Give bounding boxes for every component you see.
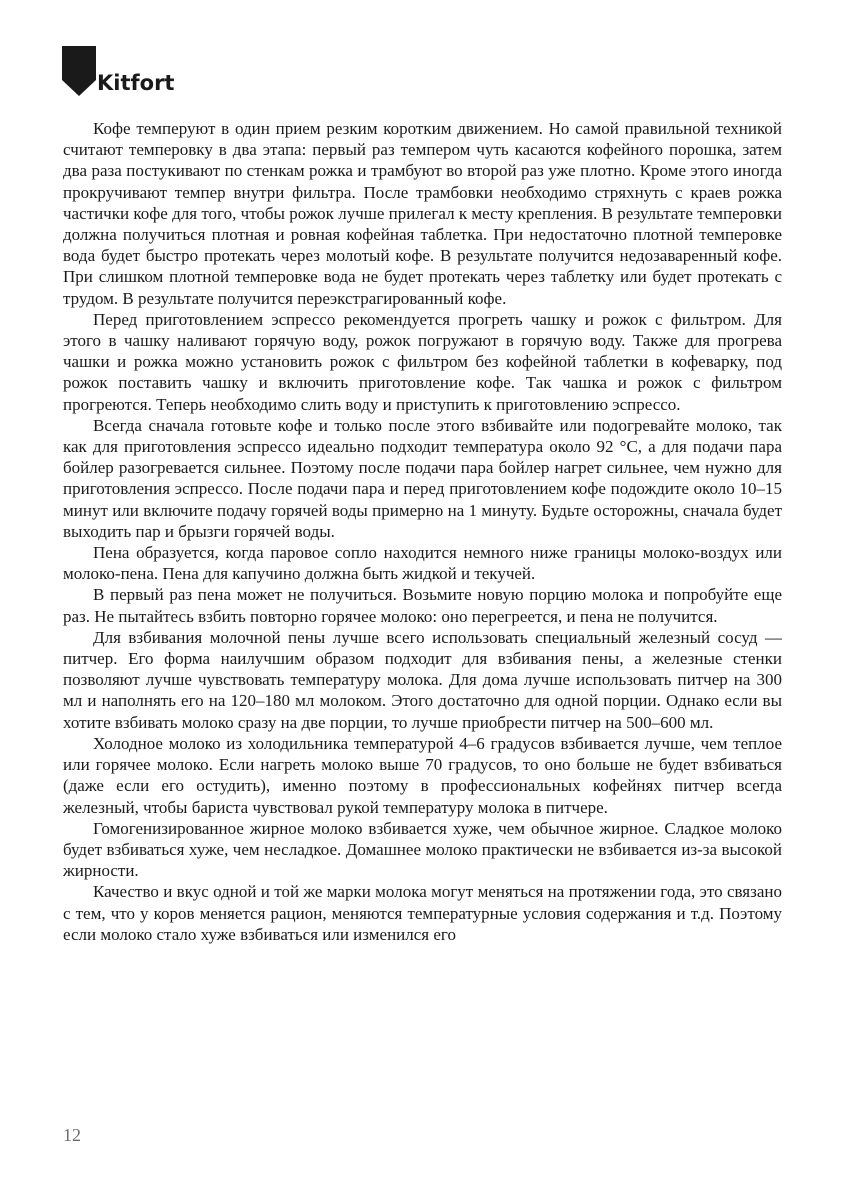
paragraph-1: Кофе темперуют в один прием резким коротким движением. Но самой правильной техникой считают темперовку в два этапа: первый раз темпером чуть касаются кофейного порошка, затем два раза постукивают по стенкам рожка и трамбуют во второй раз уже плотно. Кроме этого иногда прокручивают темпер внутри фильтра. После трамбовки необходимо стряхнуть с краев рожка частички кофе для того, чтобы рожок лучше прилегал к месту крепления. В результате темперовки должна получиться плотная и ровная кофейная таблетка. При недостаточно плотной темперовке вода будет быстро протекать через молотый кофе. В результате получится недозаваренный кофе. При слишком плотной темперовке вода не будет протекать через таблетку или будет протекать с трудом. В результате получится переэкстрагированный кофе.	[63, 119, 782, 308]
kitfort-logo-icon	[62, 46, 96, 96]
paragraph-8: Гомогенизированное жирное молоко взбивается хуже, чем обычное жирное. Сладкое молоко будет взбиваться хуже, чем несладкое. Домашнее молоко практически не взбивается из-за высокой жирности.	[63, 818, 782, 881]
paragraph-6: Для взбивания молочной пены лучше всего использовать специальный железный сосуд — питчер. Его форма наилучшим образом подходит для взбивания пены, а железные стенки позволяют лучше чувствовать температуру молока. Для дома лучше использовать питчер на 300 мл и наполнять его на 120–180 мл молоком. Этого достаточно для одной порции. Однако если вы хотите взбивать молоко сразу на две порции, то лучше приобрести питчер на 500–600 мл.	[63, 627, 782, 732]
page-header	[62, 46, 174, 96]
paragraph-4: Пена образуется, когда паровое сопло находится немного ниже границы молоко-воздух или молоко-пена. Пена для капучино должна быть жидкой и текучей.	[63, 543, 782, 584]
body-text	[63, 118, 782, 945]
paragraph-9: Качество и вкус одной и той же марки молока могут меняться на протяжении года, это связано с тем, что у коров меняется рацион, меняются температурные условия содержания и т.д. Поэтому если молоко стало хуже взбиваться или изменился его	[63, 882, 782, 944]
brand-name: Kitfort	[97, 71, 175, 95]
page-number: 12	[63, 1125, 81, 1145]
paragraph-7: Холодное молоко из холодильника температурой 4–6 градусов взбивается лучше, чем теплое или горячее молоко. Если нагреть молоко выше 70 градусов, то оно больше не будет взбиваться (даже если его остудить), именно поэтому в профессиональных кофейнях питчер всегда железный, чтобы бариста чувствовал рукой температуру молока в питчере.	[63, 733, 782, 817]
paragraph-5: В первый раз пена может не получиться. Возьмите новую порцию молока и попробуйте еще раз. Не пытайтесь взбить повторно горячее молоко: оно перегреется, и пена не получится.	[63, 585, 782, 626]
paragraph-2: Перед приготовлением эспрессо рекомендуется прогреть чашку и рожок с фильтром. Для этого в чашку наливают горячую воду, рожок погружают в горячую воду. Также для прогрева чашки и рожка можно установить рожок с фильтром без кофейной таблетки в кофеварку, под рожок поставить чашку и включить приготовление кофе. Так чашка и рожок с фильтром прогреются. Теперь необходимо слить воду и приступить к приготовлению эспрессо.	[63, 309, 782, 414]
paragraph-3: Всегда сначала готовьте кофе и только после этого взбивайте или подогревайте молоко, так как для приготовления эспрессо идеально подходит температура около 92 °C, а для подачи пара бойлер разогревается сильнее. Поэтому после подачи пара бойлер нагрет сильнее, чем нужно для приготовления эспрессо. После подачи пара и перед приготовлением кофе подождите около 10–15 минут или включите подачу горячей воды примерно на 1 минуту. Будьте осторожны, сначала будет выходить пар и брызги горячей воды.	[63, 415, 782, 541]
